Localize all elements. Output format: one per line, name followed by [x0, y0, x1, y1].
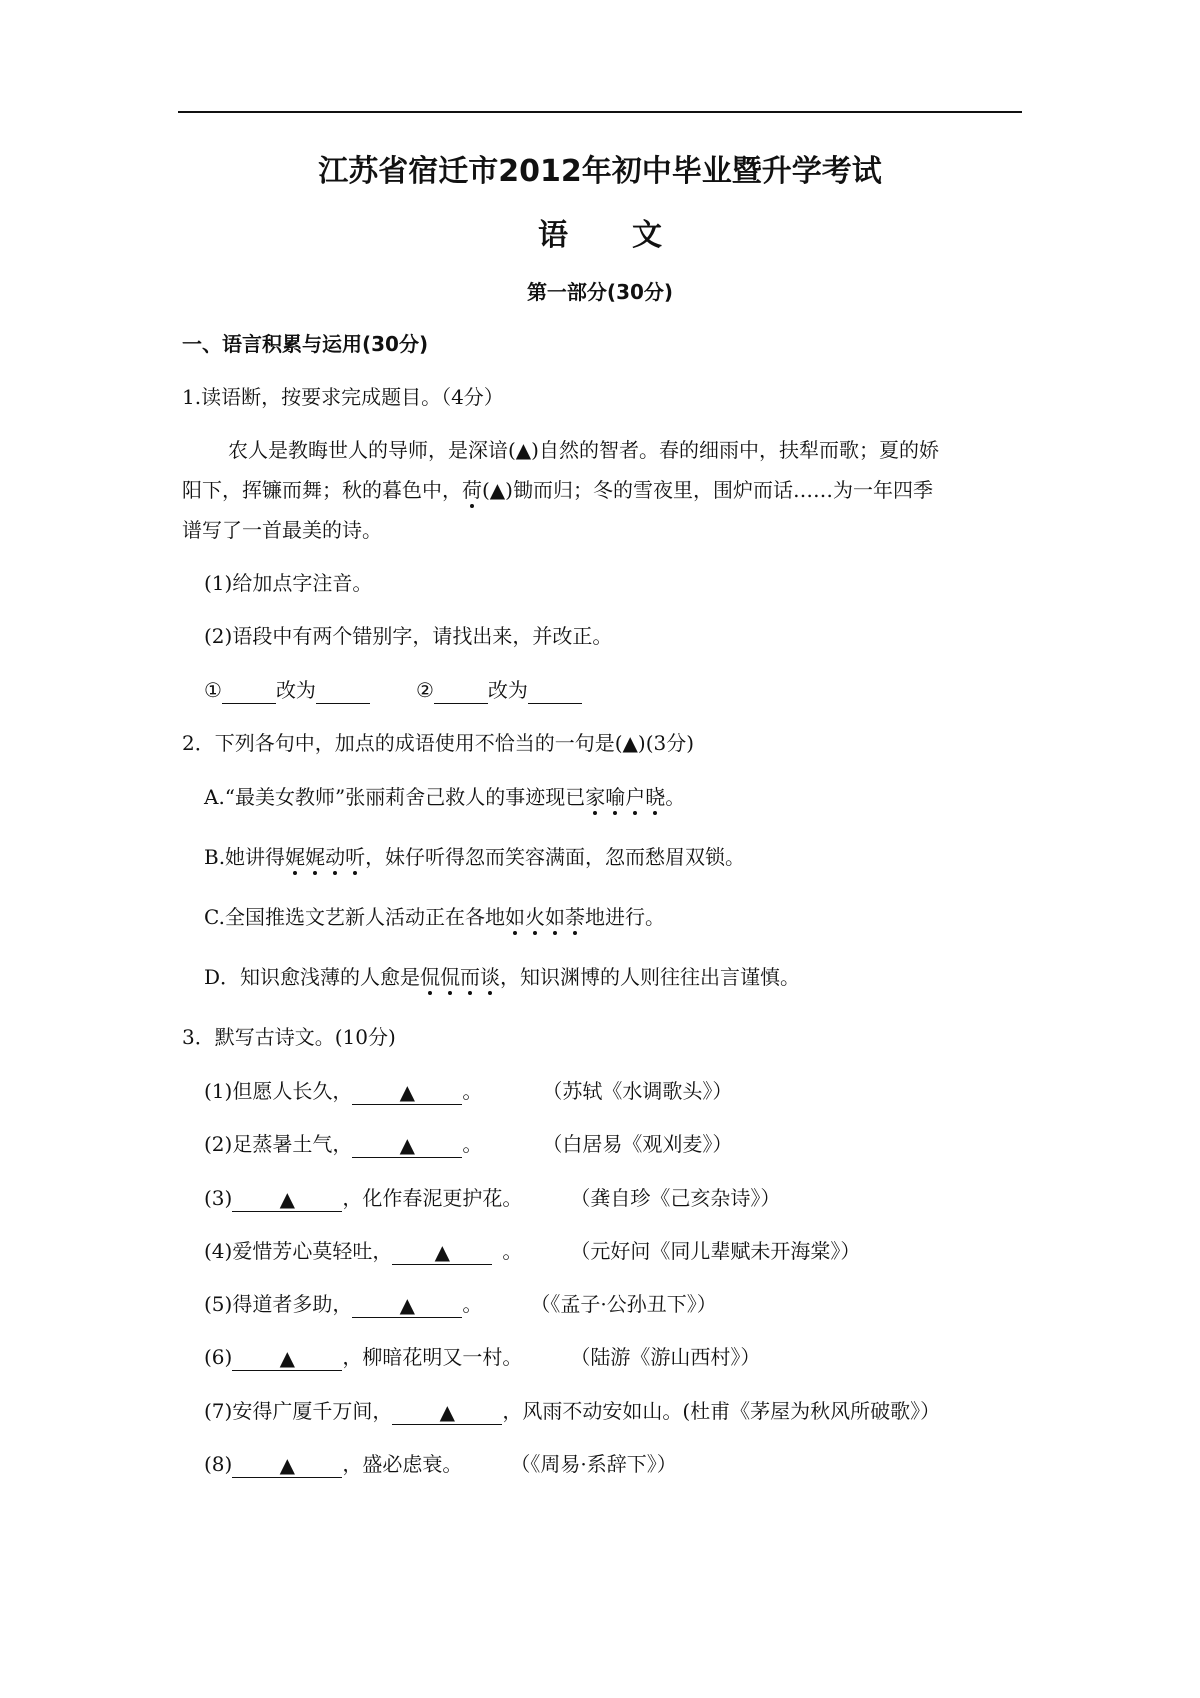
part-heading: 第一部分(30分)	[526, 280, 674, 304]
fix1-num: ①	[204, 678, 222, 702]
header-rule	[178, 111, 1022, 113]
fix1-right-blank[interactable]	[316, 677, 370, 704]
item-end: 。	[462, 1132, 483, 1156]
idiom-char: 火	[524, 905, 545, 929]
item-text: (2)足蒸暑土气，	[204, 1132, 353, 1156]
item-end: 。	[502, 1239, 523, 1263]
item-end: ，盛必虑衰。	[342, 1452, 463, 1476]
q3-item-2	[204, 1130, 732, 1158]
q1-passage-line2	[182, 476, 933, 504]
triangle-mark: ▲	[279, 1346, 296, 1370]
item-source: (杜甫《茅屋为秋风所破歌》）	[682, 1399, 941, 1423]
q1-stem: 1.读语断，按要求完成题目。（4分）	[182, 385, 504, 409]
idiom-char: 喻	[605, 785, 626, 809]
q2-stem: 2．下列各句中，加点的成语使用不恰当的一句是(▲)(3分)	[182, 731, 695, 755]
q1-passage-line3: 谱写了一首最美的诗。	[182, 518, 382, 542]
q1-sub2: (2)语段中有两个错别字，请找出来，并改正。	[204, 624, 613, 648]
answer-blank[interactable]	[392, 1398, 502, 1425]
idiom-char: 娓	[285, 845, 306, 869]
fix2-text: 改为	[487, 678, 528, 702]
item-end: ，柳暗花明又一村。	[342, 1345, 523, 1369]
option-c-end: 地进行。	[584, 905, 665, 929]
idiom-char: 如	[504, 905, 525, 929]
idiom-char: 动	[325, 845, 346, 869]
dotted-char: 荷	[462, 478, 482, 502]
item-source: （陆游《游山西村》）	[570, 1345, 761, 1369]
answer-blank[interactable]	[232, 1344, 342, 1371]
q3-item-8	[204, 1450, 677, 1478]
q2-option-c	[204, 903, 665, 931]
q3-stem: 3．默写古诗文。(10分)	[182, 1025, 396, 1049]
idiom-char: 而	[460, 965, 481, 989]
fix1-text: 改为	[275, 678, 316, 702]
fix1-wrong-blank[interactable]	[222, 677, 276, 704]
answer-blank[interactable]	[352, 1131, 462, 1158]
item-source: （龚自珍《己亥杂诗》）	[570, 1186, 781, 1210]
q2-option-a	[204, 783, 685, 811]
item-source: （苏轼《水调歌头》）	[542, 1079, 733, 1103]
q1-sub1: (1)给加点字注音。	[204, 571, 373, 595]
answer-blank[interactable]	[392, 1238, 492, 1265]
item-text: (7)安得广厦千万间，	[204, 1399, 393, 1423]
q1-passage-line2-b: (▲)锄而归；冬的雪夜里，围炉而话……为一年四季	[482, 478, 933, 502]
fix2-right-blank[interactable]	[528, 677, 582, 704]
item-end: 。	[462, 1079, 483, 1103]
idiom-char: 如	[544, 905, 565, 929]
idiom-char: 侃	[440, 965, 461, 989]
triangle-mark: ▲	[399, 1293, 416, 1317]
q3-item-5	[204, 1290, 717, 1318]
idiom-char: 谈	[480, 965, 501, 989]
option-a-end: 。	[665, 785, 686, 809]
item-end: 。	[462, 1292, 483, 1316]
answer-blank[interactable]	[352, 1291, 462, 1318]
idiom-char: 娓	[305, 845, 326, 869]
fix2-num: ②	[415, 678, 434, 702]
idiom-char: 户	[625, 785, 646, 809]
subject-title: 语文	[538, 218, 726, 253]
triangle-mark: ▲	[399, 1080, 416, 1104]
item-end: ，风雨不动安如山。	[502, 1399, 683, 1423]
option-b-text: B.她讲得	[204, 845, 286, 869]
q1-passage-line2-a: 阳下，挥镰而舞；秋的暮色中，	[182, 478, 462, 502]
q3-item-1	[204, 1077, 732, 1105]
item-text: (3)	[204, 1186, 233, 1210]
triangle-mark: ▲	[434, 1240, 451, 1264]
answer-blank[interactable]	[232, 1451, 342, 1478]
item-text: (6)	[204, 1345, 233, 1369]
option-b-end: ，妹仔听得忽而笑容满面，忽而愁眉双锁。	[365, 845, 746, 869]
idiom-char: 听	[345, 845, 366, 869]
q2-option-d	[204, 963, 800, 991]
item-source: （元好问《同儿辈赋未开海棠》）	[570, 1239, 861, 1263]
item-text: (5)得道者多助，	[204, 1292, 353, 1316]
item-text: (4)爱惜芳心莫轻吐，	[204, 1239, 393, 1263]
option-a-text: A.“最美女教师”张丽莉舍己救人的事迹现已	[204, 785, 586, 809]
q1-passage-line1: 农人是教晦世人的导师，是深谙(▲)自然的智者。春的细雨中，扶犁而歌；夏的娇	[228, 438, 939, 462]
triangle-mark: ▲	[279, 1453, 296, 1477]
fix2-wrong-blank[interactable]	[434, 677, 488, 704]
page-title: 江苏省宿迁市2012年初中毕业暨升学考试	[318, 154, 882, 189]
triangle-mark: ▲	[279, 1187, 296, 1211]
option-d-end: ，知识渊博的人则往往出言谨慎。	[500, 965, 801, 989]
triangle-mark: ▲	[399, 1133, 416, 1157]
q1-fix-row	[204, 676, 582, 704]
item-end: ，化作春泥更护花。	[342, 1186, 523, 1210]
answer-blank[interactable]	[352, 1078, 462, 1105]
q3-item-7	[204, 1397, 940, 1425]
idiom-char: 家	[585, 785, 606, 809]
q3-item-3	[204, 1184, 780, 1212]
triangle-mark: ▲	[439, 1400, 456, 1424]
idiom-char: 侃	[420, 965, 441, 989]
item-source: （白居易《观刈麦》）	[542, 1132, 733, 1156]
option-d-text: D．知识愈浅薄的人愈是	[204, 965, 421, 989]
idiom-char: 荼	[564, 905, 585, 929]
idiom-char: 晓	[645, 785, 666, 809]
q3-item-4	[204, 1237, 860, 1265]
q3-item-6	[204, 1343, 760, 1371]
answer-blank[interactable]	[232, 1185, 342, 1212]
section-heading: 一、语言积累与运用(30分)	[182, 332, 429, 356]
item-text: (8)	[204, 1452, 233, 1476]
item-source: （《孟子·公孙丑下》）	[530, 1292, 717, 1316]
item-source: （《周易·系辞下》）	[510, 1452, 677, 1476]
q2-option-b	[204, 843, 745, 871]
item-text: (1)但愿人长久，	[204, 1079, 353, 1103]
option-c-text: C.全国推选文艺新人活动正在各地	[204, 905, 505, 929]
